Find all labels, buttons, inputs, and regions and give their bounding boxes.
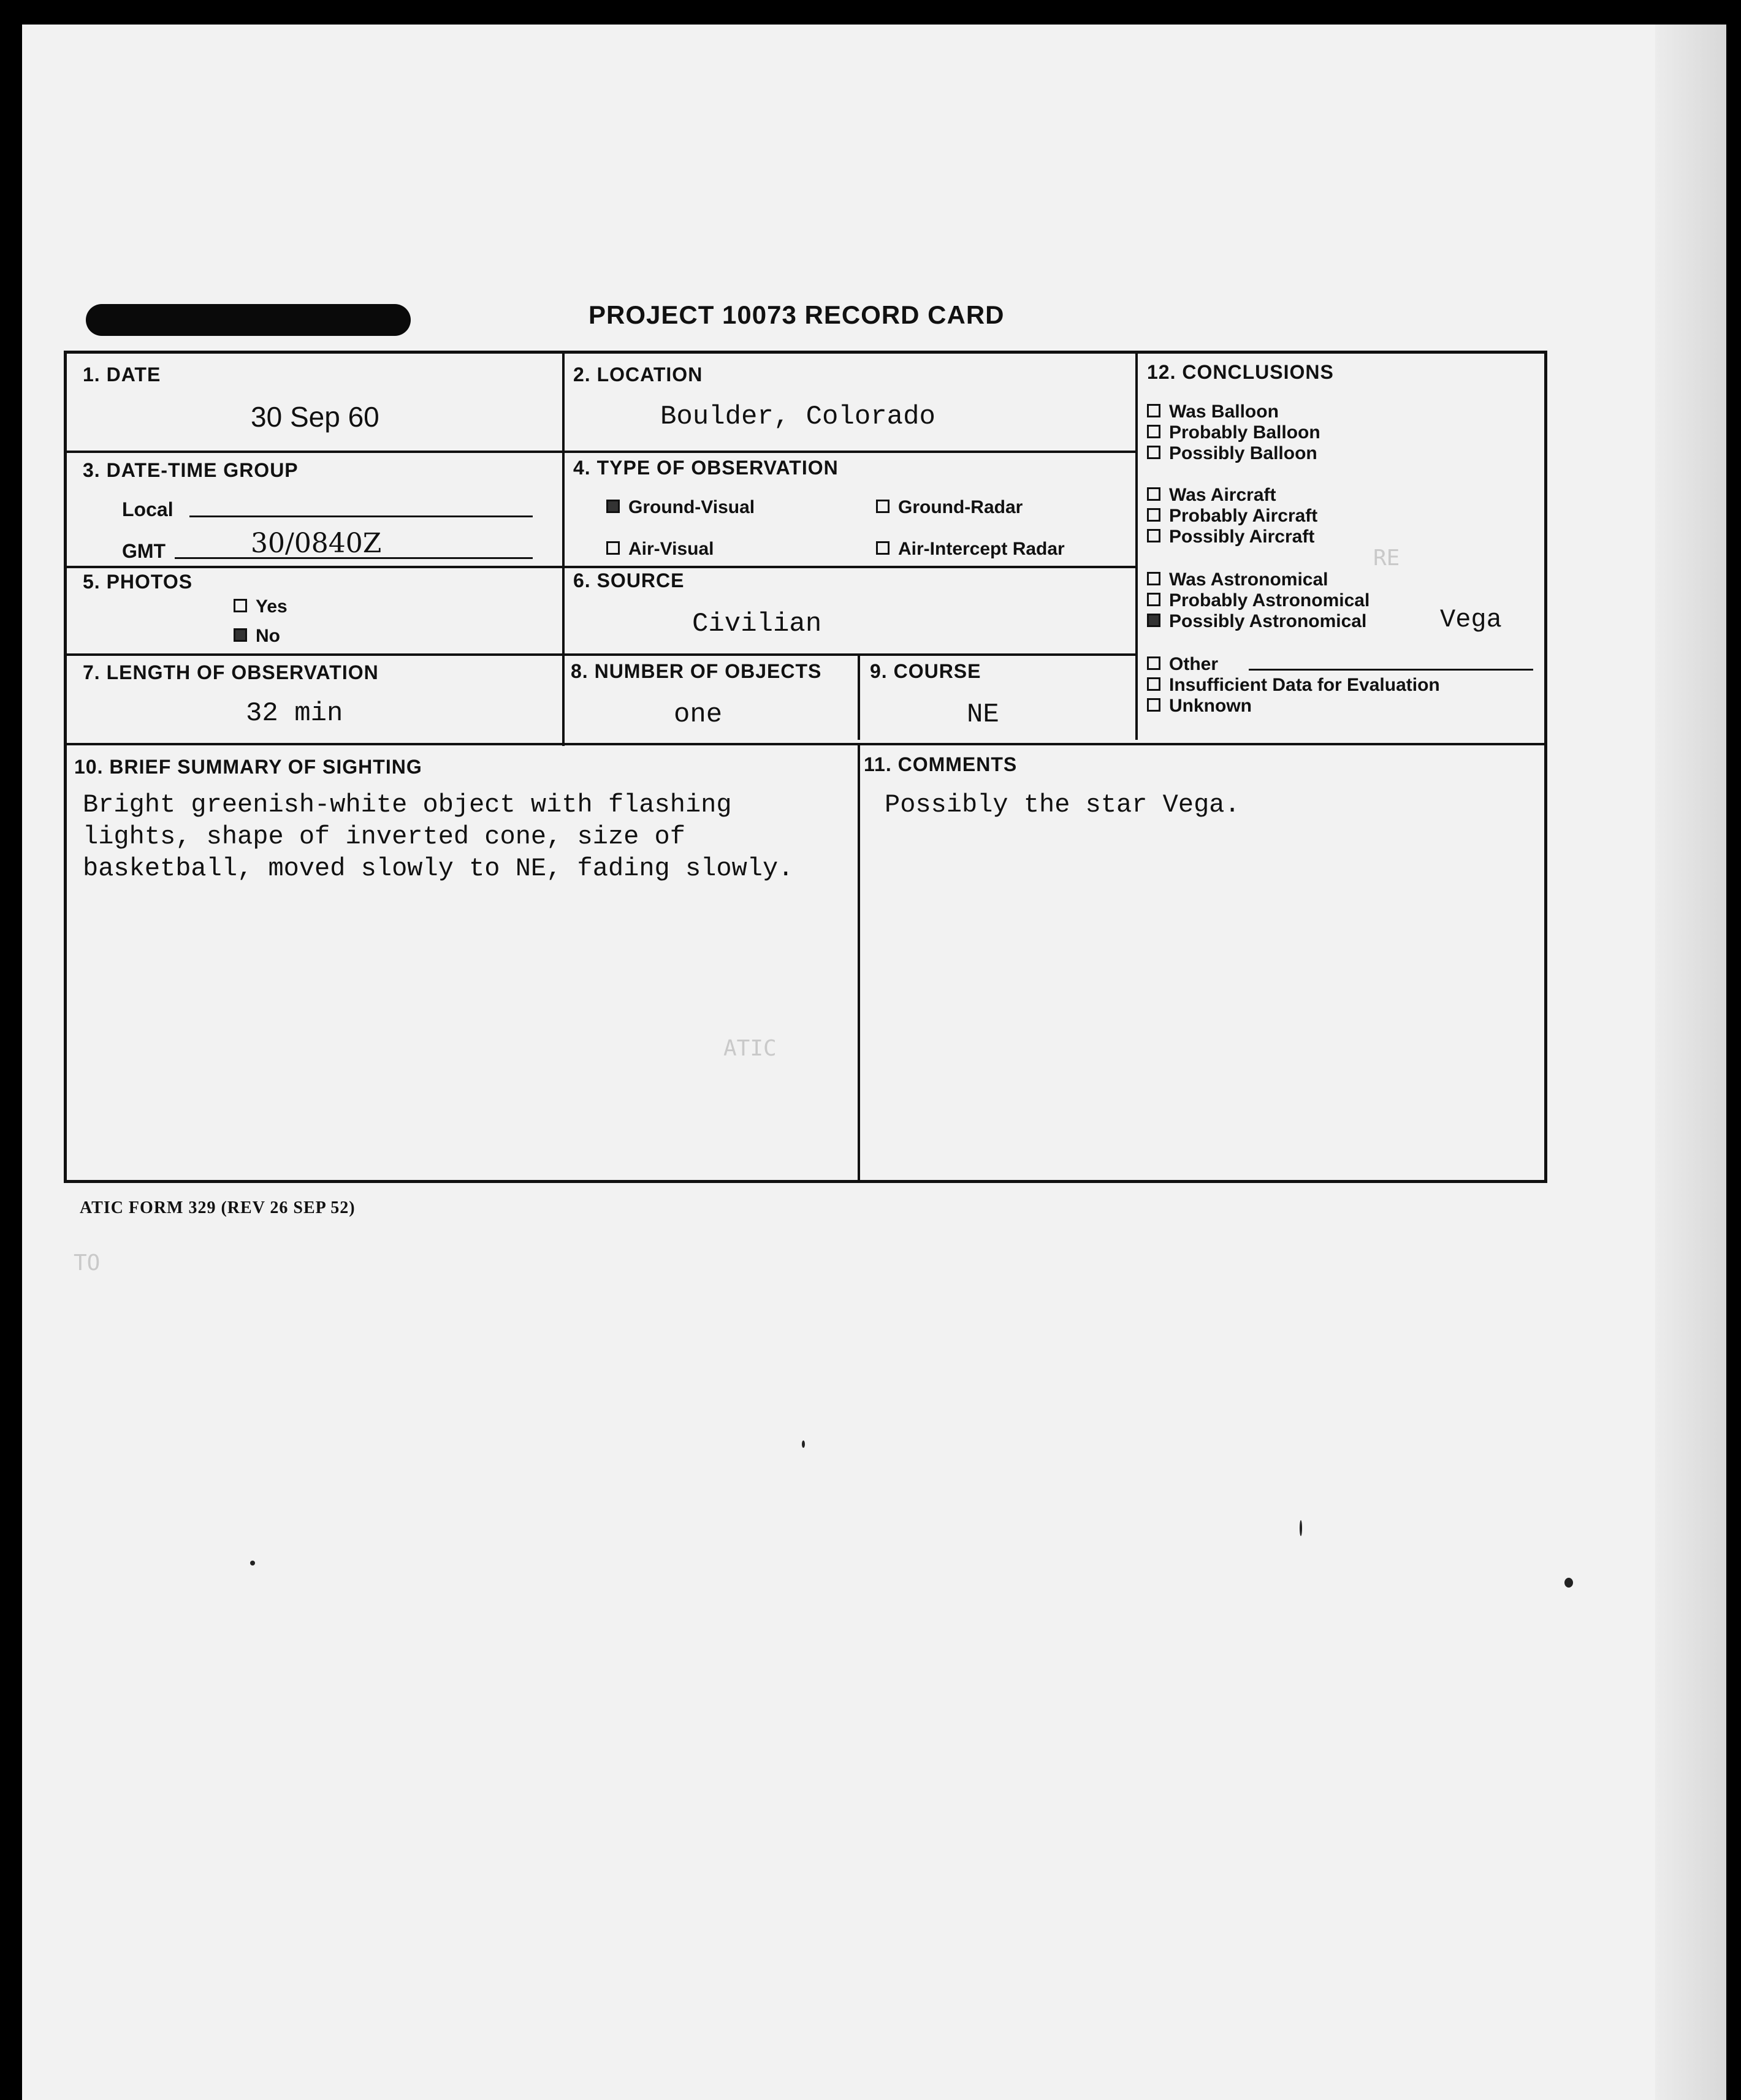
conclusion-was-balloon: Was Balloon	[1147, 401, 1279, 422]
conclusion-was-astronomical: Was Astronomical	[1147, 569, 1328, 590]
divider	[1135, 354, 1138, 740]
conclusion-was-aircraft: Was Aircraft	[1147, 485, 1276, 506]
location-label: 2. LOCATION	[573, 363, 703, 386]
course-value: NE	[967, 699, 999, 730]
comments-text: Possibly the star Vega.	[885, 790, 1240, 820]
photos-option-no: No	[234, 626, 280, 647]
conclusion-possibly-astronomical: Possibly Astronomical	[1147, 611, 1366, 632]
checkbox-empty-icon	[234, 599, 247, 612]
checkbox-empty-icon	[1147, 425, 1160, 438]
record-form	[64, 351, 1547, 1183]
divider	[858, 653, 860, 740]
date-value: 30 Sep 60	[251, 401, 379, 433]
length-value: 32 min	[246, 698, 343, 729]
location-value: Boulder, Colorado	[660, 401, 935, 432]
conclusions-label: 12. CONCLUSIONS	[1147, 361, 1334, 383]
checkbox-empty-icon	[1147, 572, 1160, 585]
conclusion-other: Other	[1147, 654, 1218, 675]
scan-speck	[1564, 1578, 1573, 1588]
checkbox-empty-icon	[1147, 487, 1160, 501]
conclusion-insufficient-data: Insufficient Data for Evaluation	[1147, 675, 1440, 696]
checkbox-empty-icon	[1147, 698, 1160, 712]
conclusion-unknown: Unknown	[1147, 696, 1252, 717]
checkbox-empty-icon	[876, 541, 890, 555]
checkbox-empty-icon	[1147, 677, 1160, 691]
divider	[67, 566, 1135, 568]
scan-speck	[1300, 1520, 1302, 1536]
conclusion-other-line	[1249, 669, 1533, 671]
obs-option-air-visual: Air-Visual	[606, 539, 714, 560]
summary-line: lights, shape of inverted cone, size of	[83, 822, 685, 851]
divider	[858, 743, 860, 1180]
objects-value: one	[674, 699, 723, 730]
bleed-through-text: ATIC	[723, 1036, 777, 1061]
paper-shadow-edge	[1655, 25, 1726, 2100]
conclusion-probably-balloon: Probably Balloon	[1147, 422, 1320, 443]
card-title: PROJECT 10073 RECORD CARD	[589, 300, 1005, 329]
scan-speck	[802, 1440, 805, 1448]
redaction-mark	[86, 304, 411, 336]
dtg-gmt-label: GMT	[122, 540, 166, 562]
summary-text	[83, 789, 793, 885]
source-label: 6. SOURCE	[573, 569, 685, 592]
checkbox-empty-icon	[1147, 446, 1160, 459]
dtg-label: 3. DATE-TIME GROUP	[83, 459, 299, 481]
obs-option-ground-radar: Ground-Radar	[876, 497, 1023, 518]
checkbox-empty-icon	[1147, 404, 1160, 417]
conclusion-possibly-aircraft: Possibly Aircraft	[1147, 527, 1314, 547]
observation-type-label: 4. TYPE OF OBSERVATION	[573, 457, 839, 479]
checkbox-checked-icon	[606, 500, 620, 513]
checkbox-empty-icon	[1147, 656, 1160, 670]
checkbox-checked-icon	[234, 628, 247, 642]
source-value: Civilian	[692, 609, 822, 639]
scan-speck	[250, 1561, 255, 1565]
form-footer: ATIC FORM 329 (REV 26 SEP 52)	[80, 1198, 356, 1217]
bleed-through-text: RE	[1373, 546, 1400, 571]
summary-line: basketball, moved slowly to NE, fading slowly.	[83, 854, 794, 883]
divider	[67, 743, 1544, 745]
checkbox-empty-icon	[876, 500, 890, 513]
conclusion-handwritten-note: Vega	[1440, 605, 1502, 634]
dtg-local-label: Local	[122, 498, 173, 520]
length-label: 7. LENGTH OF OBSERVATION	[83, 661, 379, 683]
checkbox-empty-icon	[1147, 529, 1160, 542]
conclusion-probably-astronomical: Probably Astronomical	[1147, 590, 1370, 611]
dtg-local-line	[189, 515, 533, 517]
conclusion-probably-aircraft: Probably Aircraft	[1147, 506, 1317, 527]
photos-label: 5. PHOTOS	[83, 571, 193, 593]
checkbox-empty-icon	[1147, 593, 1160, 606]
comments-label: 11. COMMENTS	[864, 753, 1018, 775]
divider	[67, 653, 1135, 656]
obs-option-air-intercept-radar: Air-Intercept Radar	[876, 539, 1065, 560]
checkbox-empty-icon	[1147, 508, 1160, 522]
divider	[67, 451, 1135, 453]
summary-line: Bright greenish-white object with flashing	[83, 790, 732, 820]
checkbox-empty-icon	[606, 541, 620, 555]
course-label: 9. COURSE	[870, 660, 981, 682]
bleed-through-text: TO	[74, 1250, 101, 1276]
divider	[562, 354, 565, 746]
summary-label: 10. BRIEF SUMMARY OF SIGHTING	[74, 756, 422, 778]
dtg-gmt-value: 30/0840Z	[251, 528, 382, 559]
conclusion-possibly-balloon: Possibly Balloon	[1147, 443, 1317, 464]
photos-option-yes: Yes	[234, 596, 288, 617]
obs-option-ground-visual: Ground-Visual	[606, 497, 755, 518]
objects-label: 8. NUMBER OF OBJECTS	[571, 660, 822, 682]
checkbox-checked-icon	[1147, 614, 1160, 627]
date-label: 1. DATE	[83, 363, 161, 386]
